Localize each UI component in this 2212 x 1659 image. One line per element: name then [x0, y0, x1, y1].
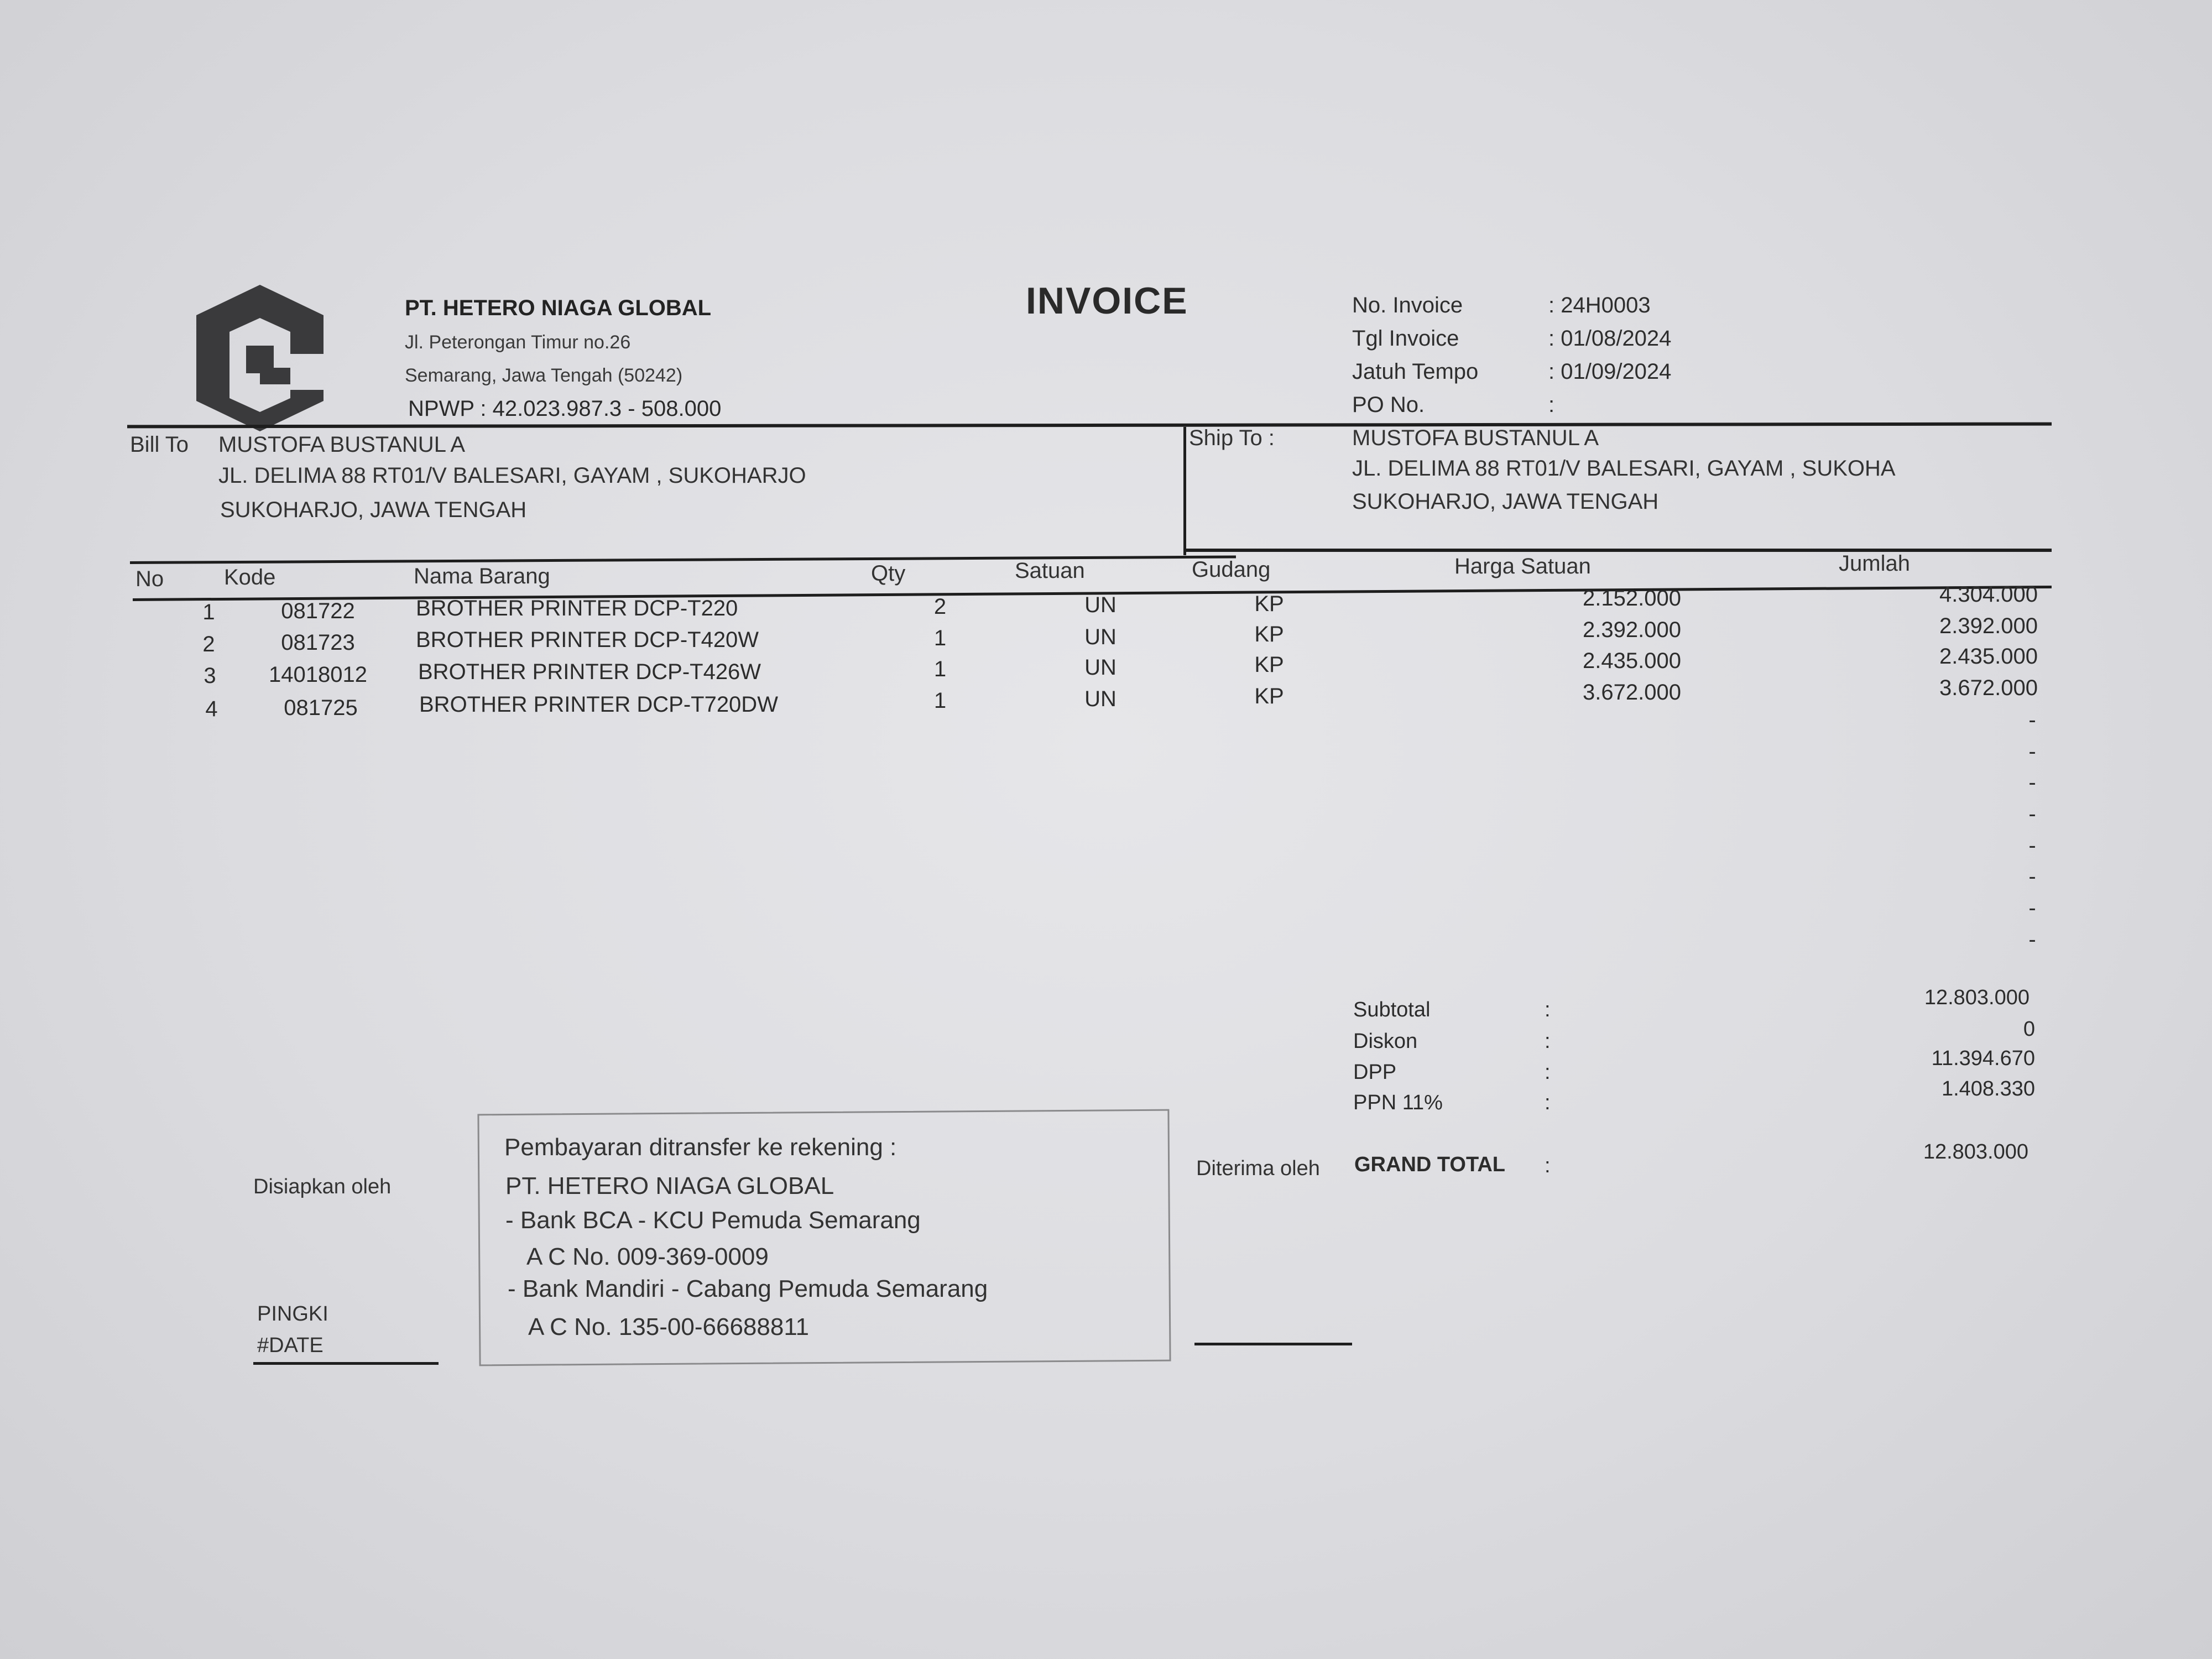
prepared-by-label: Disiapkan oleh [253, 1175, 392, 1198]
address-bottom-divider [1186, 549, 2052, 552]
row-kode: 14018012 [269, 662, 367, 687]
meta-value-no-invoice: : 24H0003 [1548, 293, 1651, 317]
row-qty: 1 [933, 626, 947, 650]
row-harga: 2.435.000 [1583, 649, 1681, 673]
row-gudang: KP [1254, 622, 1284, 646]
empty-row-dash: - [2028, 833, 2036, 858]
total-colon: : [1545, 998, 1551, 1021]
total-colon: : [1545, 1061, 1551, 1084]
bill-to-name: MUSTOFA BUSTANUL A [218, 432, 466, 457]
row-jumlah: 3.672.000 [1939, 676, 2038, 700]
total-value-dpp: 11.394.670 [1931, 1047, 2035, 1070]
bill-to-label: Bill To [130, 432, 189, 457]
ship-to-label: Ship To : [1189, 426, 1275, 450]
payment-account-mandiri: A C No. 135-00-66688811 [528, 1313, 809, 1340]
row-kode: 081723 [281, 630, 355, 655]
row-jumlah: 2.392.000 [1939, 614, 2038, 638]
total-value-ppn: 1.408.330 [1941, 1077, 2035, 1100]
row-satuan: UN [1084, 625, 1117, 649]
received-by-label: Diterima oleh [1196, 1157, 1320, 1180]
table-header-qty: Qty [871, 561, 906, 586]
company-npwp: NPWP : 42.023.987.3 - 508.000 [408, 397, 722, 421]
total-label-diskon: Diskon [1353, 1030, 1418, 1053]
empty-row-dash: - [2028, 864, 2036, 889]
grand-total-colon: : [1545, 1154, 1551, 1177]
payment-bank-bca: - Bank BCA - KCU Pemuda Semarang [505, 1207, 921, 1234]
empty-row-dash: - [2028, 708, 2036, 732]
row-no: 2 [202, 632, 215, 656]
prepared-by-date: #DATE [257, 1334, 324, 1357]
empty-row-dash: - [2028, 770, 2036, 795]
row-qty: 1 [933, 657, 947, 681]
row-satuan: UN [1084, 687, 1117, 711]
meta-value-po-no: : [1548, 393, 1555, 417]
table-header-harga-satuan: Harga Satuan [1454, 554, 1591, 578]
total-value-diskon: 0 [2023, 1018, 2035, 1041]
row-gudang: KP [1254, 684, 1284, 708]
meta-label-jatuh-tempo: Jatuh Tempo [1352, 359, 1479, 384]
table-header-no: No [135, 567, 164, 591]
grand-total-value: 12.803.000 [1923, 1140, 2028, 1164]
header-divider [127, 422, 2052, 429]
row-gudang: KP [1254, 592, 1284, 616]
meta-label-po-no: PO No. [1352, 393, 1425, 417]
row-nama: BROTHER PRINTER DCP-T420W [416, 628, 759, 652]
row-harga: 3.672.000 [1583, 680, 1681, 705]
table-header-jumlah: Jumlah [1839, 551, 1910, 576]
row-satuan: UN [1084, 655, 1117, 680]
bill-to-address2: SUKOHARJO, JAWA TENGAH [220, 498, 527, 522]
row-nama: BROTHER PRINTER DCP-T220 [416, 596, 738, 620]
row-nama: BROTHER PRINTER DCP-T720DW [419, 692, 778, 717]
empty-row-dash: - [2028, 802, 2036, 826]
payment-company: PT. HETERO NIAGA GLOBAL [505, 1172, 834, 1199]
row-no: 4 [205, 697, 218, 721]
total-label-dpp: DPP [1353, 1061, 1397, 1084]
payment-instruction: Pembayaran ditransfer ke rekening : [504, 1134, 897, 1161]
ship-to-address1: JL. DELIMA 88 RT01/V BALESARI, GAYAM , SUKOHA [1352, 456, 1896, 481]
total-colon: : [1545, 1091, 1551, 1114]
row-jumlah: 4.304.000 [1939, 582, 2038, 607]
payment-account-bca: A C No. 009-369-0009 [526, 1243, 769, 1270]
table-header-satuan: Satuan [1015, 559, 1085, 583]
payment-bank-mandiri: - Bank Mandiri - Cabang Pemuda Semarang [508, 1275, 988, 1302]
bill-to-address1: JL. DELIMA 88 RT01/V BALESARI, GAYAM , SUKOHARJO [218, 463, 806, 488]
company-address-line2: Semarang, Jawa Tengah (50242) [405, 365, 683, 386]
meta-label-tgl-invoice: Tgl Invoice [1352, 326, 1459, 351]
row-qty: 1 [933, 688, 947, 713]
company-logo [185, 285, 335, 431]
total-label-subtotal: Subtotal [1353, 998, 1431, 1021]
row-satuan: UN [1084, 593, 1117, 617]
document-title: INVOICE [1026, 280, 1188, 322]
meta-value-jatuh-tempo: : 01/09/2024 [1548, 359, 1672, 384]
received-signature-line [1194, 1343, 1352, 1345]
row-kode: 081722 [281, 599, 355, 623]
row-nama: BROTHER PRINTER DCP-T426W [418, 660, 761, 684]
company-address-line1: Jl. Peterongan Timur no.26 [405, 332, 631, 353]
meta-label-no-invoice: No. Invoice [1352, 293, 1463, 317]
meta-value-tgl-invoice: : 01/08/2024 [1548, 326, 1672, 351]
empty-row-dash: - [2028, 927, 2036, 952]
prepared-by-name: PINGKI [257, 1302, 328, 1326]
row-no: 3 [204, 664, 216, 688]
empty-row-dash: - [2028, 896, 2036, 920]
row-qty: 2 [933, 594, 947, 619]
row-kode: 081725 [284, 696, 358, 720]
total-colon: : [1545, 1030, 1551, 1053]
grand-total-label: GRAND TOTAL [1354, 1153, 1506, 1176]
row-jumlah: 2.435.000 [1939, 644, 2038, 669]
empty-row-dash: - [2028, 739, 2036, 764]
row-harga: 2.152.000 [1583, 586, 1681, 611]
prepared-signature-line [253, 1362, 439, 1365]
row-no: 1 [202, 600, 215, 624]
total-value-subtotal: 12.803.000 [1924, 986, 2030, 1009]
row-harga: 2.392.000 [1583, 618, 1681, 642]
ship-to-address2: SUKOHARJO, JAWA TENGAH [1352, 489, 1659, 514]
total-label-ppn: PPN 11% [1353, 1091, 1443, 1114]
table-header-gudang: Gudang [1192, 557, 1271, 582]
ship-to-name: MUSTOFA BUSTANUL A [1352, 426, 1599, 450]
company-name: PT. HETERO NIAGA GLOBAL [405, 296, 712, 320]
address-vertical-divider [1183, 427, 1186, 555]
row-gudang: KP [1254, 653, 1284, 677]
table-header-kode: Kode [224, 565, 276, 589]
table-header-nama-barang: Nama Barang [414, 564, 550, 588]
